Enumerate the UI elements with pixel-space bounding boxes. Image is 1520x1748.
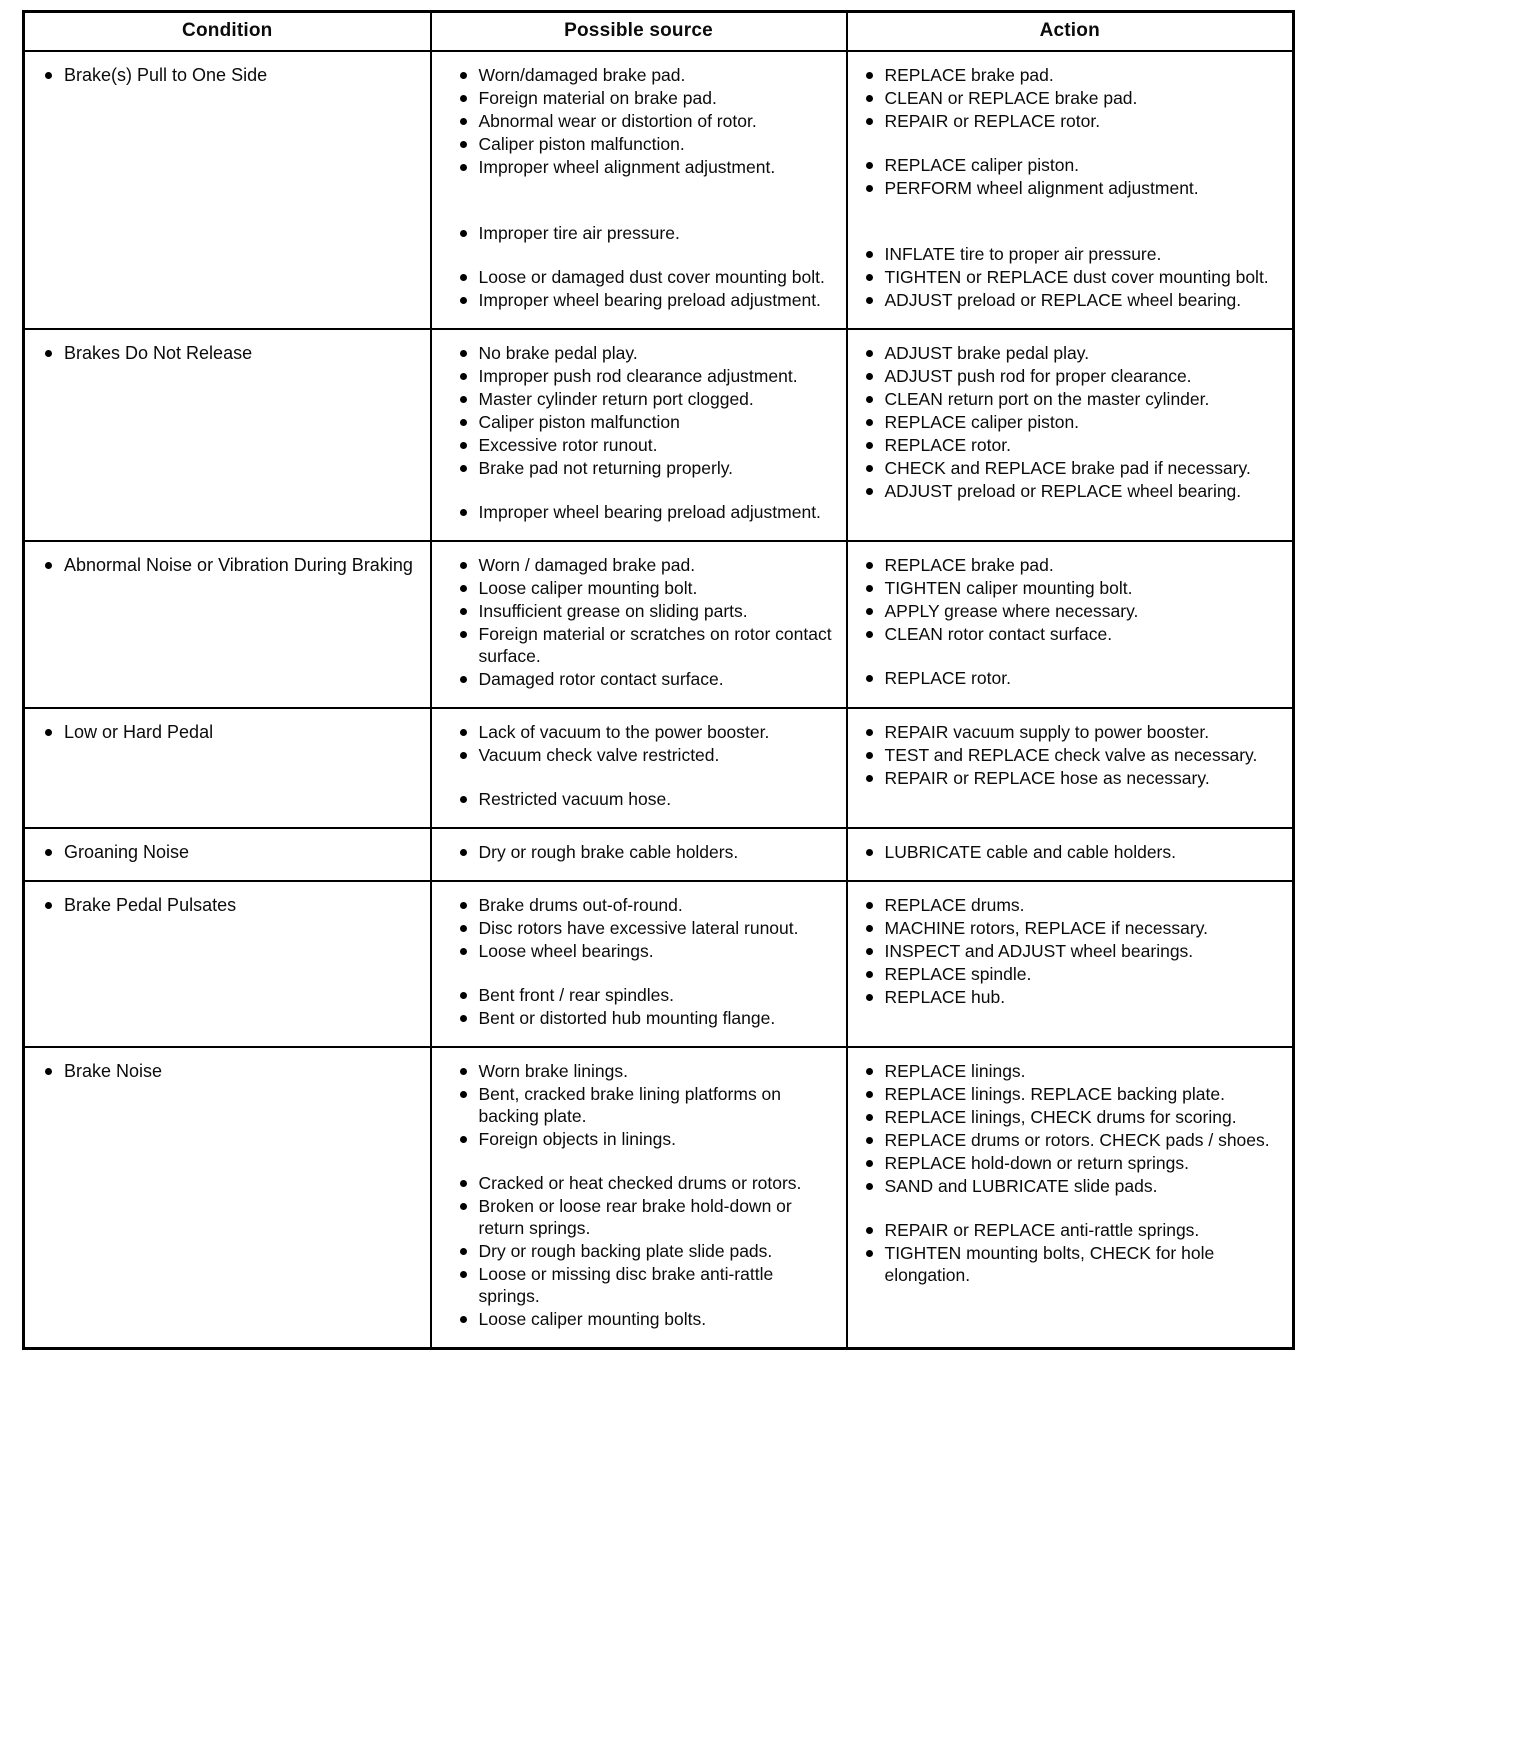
bullet-item [460,744,836,766]
bullet-icon [460,118,467,125]
bullet-item [866,841,1283,863]
bullet-icon [460,1136,467,1143]
bullet-icon [866,185,873,192]
bullet-item [460,1172,836,1194]
table-row [24,51,1294,329]
bullet-icon [866,562,873,569]
possible-source-text: Foreign material or scratches on rotor contact surface. [478,624,832,666]
bullet-icon [460,948,467,955]
action-text: CLEAN rotor contact surface. [884,624,1113,644]
bullet-item [866,87,1283,109]
bullet-item [866,64,1283,86]
bullet-item [460,1128,836,1150]
action-text: REPLACE linings, CHECK drums for scoring. [884,1107,1237,1127]
action-text: REPLACE spindle. [884,964,1032,984]
action-text: REPLACE rotor. [884,668,1011,688]
possible-source-cell [431,881,847,1047]
bullet-icon [460,562,467,569]
action-text: REPLACE hub. [884,987,1006,1007]
bullet-item [866,600,1283,622]
header-action: Action [847,12,1294,52]
bullet-icon [460,373,467,380]
bullet-icon [460,1091,467,1098]
possible-source-text: Caliper piston malfunction. [478,134,685,154]
bullet-item [866,986,1283,1008]
possible-source-cell [431,541,847,708]
bullet-icon [460,230,467,237]
bullet-icon [45,1068,52,1075]
condition-text: Low or Hard Pedal [64,722,214,742]
bullet-icon [45,729,52,736]
possible-source-text: Loose or missing disc brake anti-rattle springs. [478,1264,774,1306]
bullet-icon [460,849,467,856]
action-text: TIGHTEN or REPLACE dust cover mounting bolt. [884,267,1269,287]
bullet-item [866,1175,1283,1197]
possible-source-cell [431,51,847,329]
action-text: REPLACE drums or rotors. CHECK pads / shoes. [884,1130,1270,1150]
bullet-icon [866,775,873,782]
action-text: REPLACE brake pad. [884,65,1054,85]
bullet-item [460,1083,836,1127]
bullet-item [866,154,1283,176]
bullet-icon [866,251,873,258]
bullet-item [866,1083,1283,1105]
bullet-icon [866,729,873,736]
action-text: REPLACE hold-down or return springs. [884,1153,1189,1173]
bullet-icon [45,350,52,357]
possible-source-cell [431,1047,847,1349]
bullet-icon [460,796,467,803]
possible-source-text: Insufficient grease on sliding parts. [478,601,748,621]
action-cell [847,51,1294,329]
bullet-item [460,342,836,364]
table-row [24,828,1294,881]
bullet-item [866,1219,1283,1241]
bullet-item [45,342,420,364]
action-text: SAND and LUBRICATE slide pads. [884,1176,1158,1196]
bullet-icon [460,274,467,281]
bullet-icon [866,1227,873,1234]
action-cell [847,881,1294,1047]
action-text: REPLACE linings. REPLACE backing plate. [884,1084,1225,1104]
bullet-item [45,721,420,743]
bullet-icon [866,849,873,856]
possible-source-text: Foreign objects in linings. [478,1129,676,1149]
bullet-icon [460,992,467,999]
bullet-item [866,940,1283,962]
bullet-item [460,110,836,132]
action-text: MACHINE rotors, REPLACE if necessary. [884,918,1209,938]
action-text: INFLATE tire to proper air pressure. [884,244,1162,264]
bullet-icon [866,675,873,682]
bullet-icon [460,297,467,304]
bullet-icon [460,1180,467,1187]
condition-cell [24,1047,431,1349]
bullet-icon [866,465,873,472]
bullet-item [866,457,1283,479]
bullet-icon [866,488,873,495]
bullet-icon [460,164,467,171]
possible-source-text: Improper wheel alignment adjustment. [478,157,776,177]
bullet-item [460,501,836,523]
bullet-item [866,623,1283,645]
action-text: ADJUST push rod for proper clearance. [884,366,1192,386]
bullet-icon [866,1068,873,1075]
bullet-item [866,917,1283,939]
condition-cell [24,881,431,1047]
bullet-item [460,940,836,962]
possible-source-text: Cracked or heat checked drums or rotors. [478,1173,802,1193]
possible-source-cell [431,708,847,828]
possible-source-text: Brake drums out-of-round. [478,895,683,915]
action-text: ADJUST preload or REPLACE wheel bearing. [884,481,1242,501]
condition-text: Brake Noise [64,1061,163,1081]
table-header [24,12,1294,52]
bullet-item [460,554,836,576]
bullet-item [45,554,420,576]
possible-source-text: Loose caliper mounting bolt. [478,578,698,598]
bullet-icon [45,902,52,909]
bullet-item [866,767,1283,789]
bullet-item [460,1308,836,1330]
bullet-icon [866,948,873,955]
bullet-item [460,1060,836,1082]
action-text: TEST and REPLACE check valve as necessary. [884,745,1258,765]
bullet-item [460,365,836,387]
condition-cell [24,51,431,329]
action-text: ADJUST preload or REPLACE wheel bearing. [884,290,1242,310]
bullet-icon [460,419,467,426]
bullet-item [460,1263,836,1307]
bullet-icon [866,373,873,380]
bullet-item [45,64,420,86]
bullet-item [460,266,836,288]
bullet-item [866,365,1283,387]
possible-source-text: Bent, cracked brake lining platforms on backing plate. [478,1084,782,1126]
action-text: REPLACE linings. [884,1061,1026,1081]
bullet-icon [866,925,873,932]
bullet-icon [460,752,467,759]
bullet-item [866,1106,1283,1128]
bullet-icon [460,396,467,403]
condition-text: Brakes Do Not Release [64,343,253,363]
table-row [24,541,1294,708]
bullet-item [460,1007,836,1029]
bullet-item [460,841,836,863]
possible-source-text: Bent front / rear spindles. [478,985,675,1005]
condition-text: Groaning Noise [64,842,190,862]
possible-source-text: No brake pedal play. [478,343,638,363]
troubleshooting-table [22,10,1295,1350]
bullet-item [866,388,1283,410]
possible-source-text: Improper wheel bearing preload adjustment. [478,502,821,522]
header-possible-source: Possible source [431,12,847,52]
bullet-item [866,744,1283,766]
possible-source-text: Bent or distorted hub mounting flange. [478,1008,776,1028]
possible-source-text: Dry or rough brake cable holders. [478,842,739,862]
bullet-item [866,1129,1283,1151]
bullet-icon [866,72,873,79]
possible-source-text: Loose or damaged dust cover mounting bolt. [478,267,825,287]
table-row [24,708,1294,828]
bullet-icon [460,676,467,683]
bullet-item [866,266,1283,288]
action-text: REPAIR vacuum supply to power booster. [884,722,1210,742]
bullet-item [866,667,1283,689]
bullet-item [460,411,836,433]
possible-source-text: Worn brake linings. [478,1061,628,1081]
bullet-item [45,841,420,863]
bullet-item [460,1240,836,1262]
action-text: REPLACE rotor. [884,435,1011,455]
table-row [24,881,1294,1047]
bullet-icon [866,1183,873,1190]
bullet-icon [866,1137,873,1144]
bullet-item [45,894,420,916]
action-text: REPLACE caliper piston. [884,412,1080,432]
bullet-item [866,894,1283,916]
bullet-item [866,1242,1283,1286]
bullet-item [460,434,836,456]
bullet-icon [460,902,467,909]
action-text: REPAIR or REPLACE anti-rattle springs. [884,1220,1200,1240]
bullet-icon [460,442,467,449]
possible-source-text: Vacuum check valve restricted. [478,745,720,765]
bullet-item [460,917,836,939]
bullet-icon [866,297,873,304]
bullet-icon [866,162,873,169]
bullet-icon [45,849,52,856]
bullet-icon [460,350,467,357]
action-text: REPLACE caliper piston. [884,155,1080,175]
bullet-icon [460,1203,467,1210]
bullet-item [866,110,1283,132]
action-cell [847,1047,1294,1349]
bullet-icon [866,1250,873,1257]
possible-source-text: Dry or rough backing plate slide pads. [478,1241,773,1261]
bullet-item [866,411,1283,433]
bullet-item [460,87,836,109]
possible-source-text: Worn / damaged brake pad. [478,555,696,575]
bullet-item [460,721,836,743]
possible-source-text: Excessive rotor runout. [478,435,658,455]
action-text: REPLACE brake pad. [884,555,1054,575]
action-cell [847,329,1294,541]
bullet-icon [866,350,873,357]
bullet-item [460,623,836,667]
possible-source-cell [431,329,847,541]
bullet-icon [460,72,467,79]
bullet-icon [866,971,873,978]
bullet-item [866,721,1283,743]
bullet-item [866,577,1283,599]
possible-source-text: Caliper piston malfunction [478,412,680,432]
condition-cell [24,541,431,708]
action-text: REPLACE drums. [884,895,1025,915]
action-cell [847,708,1294,828]
condition-cell [24,329,431,541]
action-text: APPLY grease where necessary. [884,601,1139,621]
bullet-icon [460,1316,467,1323]
bullet-icon [460,729,467,736]
bullet-item [460,289,836,311]
bullet-icon [460,608,467,615]
bullet-icon [45,562,52,569]
possible-source-text: Foreign material on brake pad. [478,88,717,108]
action-text: PERFORM wheel alignment adjustment. [884,178,1199,198]
bullet-icon [866,118,873,125]
bullet-item [460,984,836,1006]
bullet-icon [460,1015,467,1022]
action-text: CLEAN or REPLACE brake pad. [884,88,1138,108]
possible-source-cell [431,828,847,881]
bullet-icon [460,95,467,102]
bullet-icon [866,419,873,426]
action-text: INSPECT and ADJUST wheel bearings. [884,941,1194,961]
bullet-item [460,457,836,479]
bullet-icon [866,994,873,1001]
possible-source-text: Restricted vacuum hose. [478,789,672,809]
bullet-item [460,600,836,622]
possible-source-text: Improper wheel bearing preload adjustment. [478,290,821,310]
possible-source-text: Loose caliper mounting bolts. [478,1309,707,1329]
bullet-icon [460,141,467,148]
bullet-item [460,64,836,86]
bullet-item [460,894,836,916]
action-cell [847,541,1294,708]
bullet-icon [866,95,873,102]
action-text: CHECK and REPLACE brake pad if necessary. [884,458,1251,478]
bullet-icon [866,1160,873,1167]
bullet-icon [866,1091,873,1098]
action-text: CLEAN return port on the master cylinder. [884,389,1210,409]
bullet-item [460,156,836,178]
action-text: LUBRICATE cable and cable holders. [884,842,1176,862]
condition-text: Brake(s) Pull to One Side [64,65,268,85]
table-row [24,1047,1294,1349]
bullet-item [460,388,836,410]
table-row [24,329,1294,541]
possible-source-text: Disc rotors have excessive lateral runout. [478,918,799,938]
bullet-icon [866,1114,873,1121]
condition-cell [24,828,431,881]
bullet-icon [866,631,873,638]
header-condition: Condition [24,12,431,52]
header-row [24,12,1294,52]
bullet-item [45,1060,420,1082]
possible-source-text: Brake pad not returning properly. [478,458,734,478]
bullet-item [460,133,836,155]
action-cell [847,828,1294,881]
bullet-item [866,480,1283,502]
bullet-item [460,668,836,690]
possible-source-text: Master cylinder return port clogged. [478,389,754,409]
action-text: TIGHTEN caliper mounting bolt. [884,578,1133,598]
action-text: REPAIR or REPLACE hose as necessary. [884,768,1210,788]
bullet-icon [866,902,873,909]
bullet-icon [460,465,467,472]
bullet-icon [866,274,873,281]
bullet-item [460,222,836,244]
bullet-icon [460,631,467,638]
bullet-item [866,1060,1283,1082]
action-text: REPAIR or REPLACE rotor. [884,111,1101,131]
possible-source-text: Improper tire air pressure. [478,223,680,243]
bullet-icon [866,608,873,615]
bullet-item [460,788,836,810]
bullet-icon [460,1271,467,1278]
bullet-item [866,289,1283,311]
bullet-item [866,177,1283,199]
possible-source-text: Lack of vacuum to the power booster. [478,722,770,742]
bullet-item [460,1195,836,1239]
possible-source-text: Broken or loose rear brake hold-down or return springs. [478,1196,792,1238]
bullet-item [866,1152,1283,1174]
bullet-icon [460,925,467,932]
possible-source-text: Improper push rod clearance adjustment. [478,366,798,386]
bullet-item [866,243,1283,265]
bullet-icon [45,72,52,79]
bullet-item [866,963,1283,985]
condition-cell [24,708,431,828]
bullet-item [866,434,1283,456]
bullet-item [866,342,1283,364]
condition-text: Abnormal Noise or Vibration During Braking [64,555,413,575]
possible-source-text: Damaged rotor contact surface. [478,669,724,689]
trouble-table-body [24,51,1294,1349]
action-text: ADJUST brake pedal play. [884,343,1090,363]
possible-source-text: Abnormal wear or distortion of rotor. [478,111,757,131]
bullet-icon [866,585,873,592]
bullet-icon [460,509,467,516]
condition-text: Brake Pedal Pulsates [64,895,237,915]
possible-source-text: Loose wheel bearings. [478,941,654,961]
bullet-item [460,577,836,599]
bullet-icon [460,1248,467,1255]
bullet-icon [460,1068,467,1075]
possible-source-text: Worn/damaged brake pad. [478,65,686,85]
bullet-icon [866,396,873,403]
bullet-icon [866,752,873,759]
action-text: TIGHTEN mounting bolts, CHECK for hole elongation. [884,1243,1215,1285]
bullet-icon [866,442,873,449]
bullet-item [866,554,1283,576]
bullet-icon [460,585,467,592]
